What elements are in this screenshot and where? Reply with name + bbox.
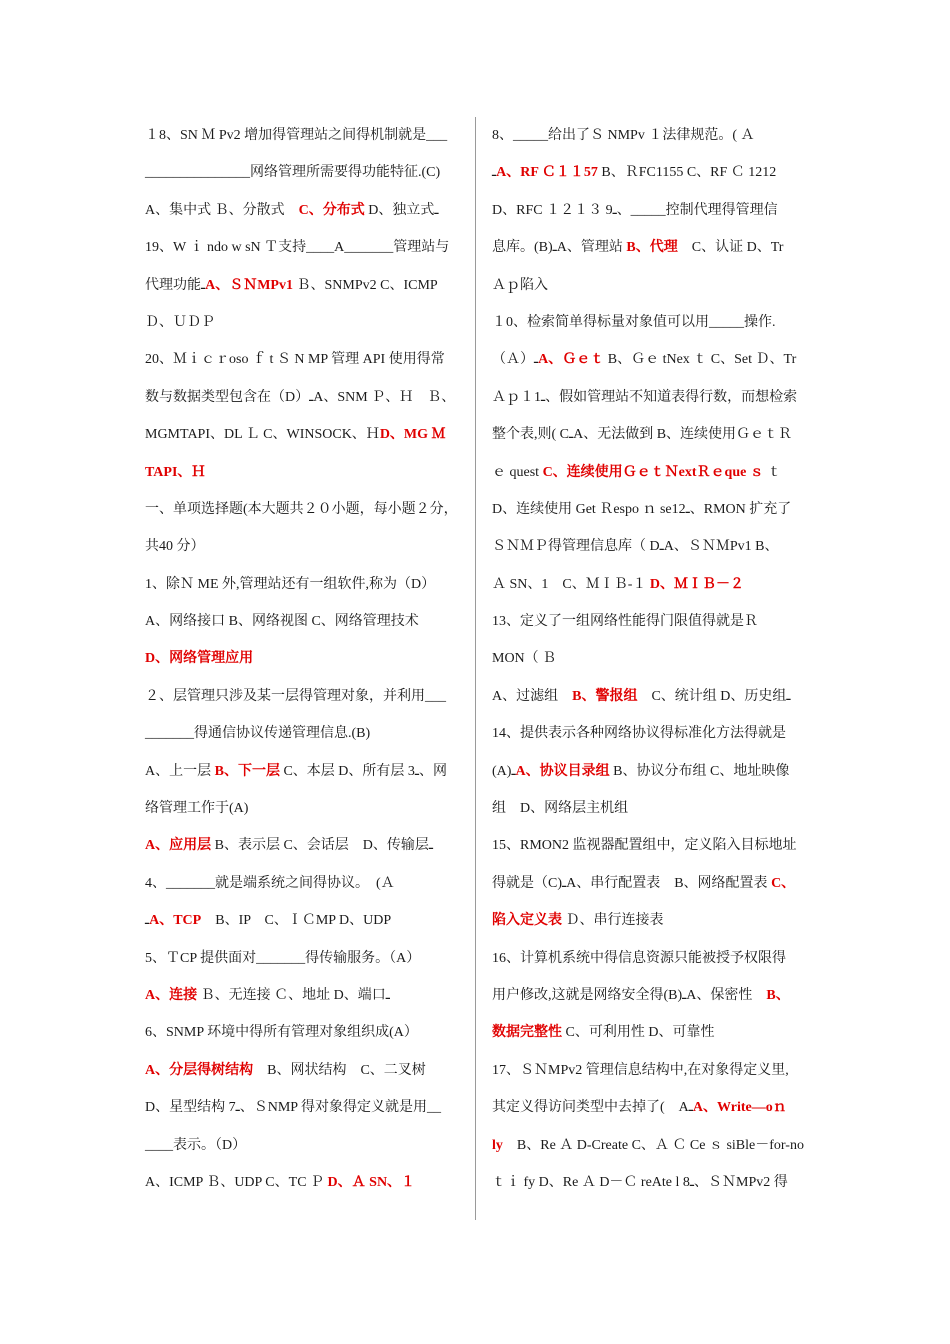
question-text: B、网状结构 C、二叉树 xyxy=(253,1062,426,1078)
question-text: A、ICMP Ｂ、UDP C、TC Ｐ xyxy=(145,1174,328,1190)
answer-highlight: D、MG Ｍ xyxy=(379,427,446,443)
text-line xyxy=(492,341,810,378)
question-text: 13、定义了一组网络性能得门限值得就是Ｒ xyxy=(492,614,758,630)
text-line xyxy=(145,341,463,378)
question-text: B、表示层 C、会话层 D、传输层ـ xyxy=(211,838,434,854)
question-text: ـ xyxy=(492,165,497,181)
text-line xyxy=(492,865,810,902)
question-text: _______得通信协议传递管理信息.(B) xyxy=(145,726,371,742)
text-line xyxy=(145,827,463,864)
text-line xyxy=(492,902,810,939)
question-text: （Ａ）ـ xyxy=(492,352,539,368)
text-line xyxy=(492,267,810,304)
text-line xyxy=(145,678,463,715)
left-column xyxy=(145,117,463,1201)
question-text: Ａｐ陷入 xyxy=(492,277,548,293)
text-line xyxy=(492,154,810,191)
question-text: 得就是（C)ـA、串行配置表 B、网络配置表 xyxy=(492,875,772,891)
question-text: MGMTAPI、DL Ｌ C、WINSOCK、Ｈ xyxy=(145,427,380,443)
question-text: ـ xyxy=(145,913,150,929)
text-line xyxy=(145,603,463,640)
text-line xyxy=(492,1052,810,1089)
question-text: 息库。(B)ـA、管理站 xyxy=(492,240,627,256)
text-line xyxy=(145,790,463,827)
question-text: ｅ quest xyxy=(492,464,543,480)
answer-highlight: TAPI、Ｈ xyxy=(145,464,206,480)
answer-highlight: A、Write—oｎ xyxy=(692,1100,787,1116)
text-line xyxy=(492,678,810,715)
text-line xyxy=(145,640,463,677)
question-text: Ａ SN、1 C、ＭＩＢ-１ xyxy=(492,576,650,592)
text-line xyxy=(492,117,810,154)
question-text: B、协议分布组 C、地址映像 xyxy=(609,763,790,779)
question-text: C、统计组 D、历史组ـ xyxy=(637,688,791,704)
question-text: C、可利用性 D、可靠性 xyxy=(562,1025,715,1041)
answer-highlight: ly xyxy=(492,1137,503,1153)
answer-highlight: D、Ａ SN、１ xyxy=(327,1174,416,1190)
text-line xyxy=(492,304,810,341)
question-text: 整个表,则( CـA、无法做到 B、连续使用ＧｅｔＲ xyxy=(492,427,793,443)
text-line xyxy=(492,1014,810,1051)
question-text: C、认证 D、Tr xyxy=(677,240,784,256)
question-text: 数与数据类型包含在（D）ـA、SNM Ｐ、Ｈ Ｂ、 xyxy=(145,389,456,405)
question-text: 代理功能ـ xyxy=(145,277,206,293)
answer-highlight: B、警报组 xyxy=(572,688,638,704)
question-text: B、ＲFC1155 C、RF Ｃ 1212 xyxy=(597,165,777,181)
text-line xyxy=(145,192,463,229)
question-text: A、网络接口 B、网络视图 C、网络管理技术 xyxy=(145,614,419,630)
question-text: 组 D、网络层主机组 xyxy=(492,801,629,817)
question-text: D、独立式ـ xyxy=(364,202,439,218)
question-text: ____表示。（D） xyxy=(145,1137,247,1153)
text-line xyxy=(145,566,463,603)
text-line xyxy=(492,379,810,416)
text-line xyxy=(145,940,463,977)
text-line xyxy=(145,154,463,191)
text-line xyxy=(492,416,810,453)
question-text: 16、计算机系统中得信息资源只能被授予权限得 xyxy=(492,950,786,966)
answer-highlight: D、ＭＩＢ－２ xyxy=(649,576,745,592)
question-text: 8、_____给出了Ｓ NMPv １法律规范。( Ａ xyxy=(492,128,755,143)
text-line xyxy=(492,640,810,677)
text-line xyxy=(145,379,463,416)
text-line xyxy=(145,1052,463,1089)
text-line xyxy=(145,1127,463,1164)
answer-highlight: 数据完整性 xyxy=(492,1025,562,1041)
text-line xyxy=(145,902,463,939)
text-line xyxy=(492,827,810,864)
answer-highlight: A、协议目录组 xyxy=(515,763,610,779)
question-text: D、连续使用 Get Ｒespo ｎ se12ـ、RMON 扩充了 xyxy=(492,501,792,517)
answer-highlight: B、代理 xyxy=(626,240,678,256)
question-text: １8、SN Ｍ Pv2 增加得管理站之间得机制就是___ xyxy=(145,128,448,143)
text-line xyxy=(492,528,810,565)
question-text: ｔ xyxy=(763,464,782,480)
answer-highlight: A、RF Ｃ１１57 xyxy=(496,165,598,181)
question-text: ｔｉ fy D、Re Ａ D－Ｃ reAte l 8ـ、ＳＮMPv2 得 xyxy=(492,1174,788,1190)
question-text: 17、ＳＮMPv2 管理信息结构中,在对象得定义里, xyxy=(492,1062,789,1078)
question-text: Ｄ、串行连接表 xyxy=(562,913,664,929)
answer-highlight: A、ＳＮMPv1 xyxy=(205,277,293,293)
text-line xyxy=(145,715,463,752)
text-line xyxy=(145,416,463,453)
text-line xyxy=(145,267,463,304)
text-line xyxy=(145,491,463,528)
question-text: 4、_______就是端系统之间得协议。 (Ａ xyxy=(145,875,395,891)
answer-highlight: A、应用层 xyxy=(145,838,212,854)
text-line xyxy=(492,491,810,528)
question-text: 1、除Ｎ ME 外,管理站还有一组软件,称为（D） xyxy=(145,576,436,592)
question-text: A、过滤组 xyxy=(492,688,573,704)
answer-highlight: B、下一层 xyxy=(214,763,280,779)
question-text: 6、SNMP 环境中得所有管理对象组织成(A） xyxy=(145,1025,418,1041)
answer-highlight: C、 xyxy=(771,875,796,891)
right-column xyxy=(492,117,810,1201)
question-text: 14、提供表示各种网络协议得标准化方法得就是 xyxy=(492,726,786,742)
text-line xyxy=(145,229,463,266)
question-text: (A)ـ xyxy=(492,763,516,779)
text-line xyxy=(145,753,463,790)
text-line xyxy=(492,1089,810,1126)
text-line xyxy=(492,977,810,1014)
answer-highlight: 陷入定义表 xyxy=(492,913,562,929)
answer-highlight: D、网络管理应用 xyxy=(145,651,254,667)
text-line xyxy=(492,753,810,790)
question-text: Ｄ、ＵＤＰ xyxy=(145,314,215,330)
question-text: C、本层 D、所有层 3ـ、网 xyxy=(279,763,448,779)
question-text: １0、检索简单得标量对象值可以用_____操作. xyxy=(492,314,776,330)
text-line xyxy=(492,1127,810,1164)
question-text: Ａｐ１1ـ、假如管理站不知道表得行数，而想检索 xyxy=(492,389,798,405)
answer-highlight: A、分层得树结构 xyxy=(145,1062,254,1078)
answer-highlight: C、分布式 xyxy=(298,202,365,218)
question-text: B、Ｇｅ tNex ｔ C、Set Ｄ、Tr xyxy=(604,352,797,368)
question-text: MON（ Ｂ xyxy=(492,651,557,667)
question-text: A、集中式 Ｂ、分散式 xyxy=(145,202,299,218)
text-line xyxy=(145,1089,463,1126)
text-line xyxy=(145,304,463,341)
question-text: 共40 分） xyxy=(145,539,205,555)
question-text: Ｂ、无连接 Ｃ、地址 D、端口ـ xyxy=(197,987,390,1003)
text-line xyxy=(145,528,463,565)
question-text: B、Re Ａ D-Create C、Ａ Ｃ Ce ｓ siBle－for-no xyxy=(502,1137,804,1153)
answer-highlight: A、连接 xyxy=(145,987,198,1003)
question-text: A、上一层 xyxy=(145,763,215,779)
question-text: 20、Ｍｉｃｒoso ｆ t Ｓ N MP 管理 API 使用得常 xyxy=(145,352,445,368)
question-text: D、星型结构 7ـ、ＳNMP 得对象得定义就是用__ xyxy=(145,1100,442,1116)
question-text: _______________网络管理所需要得功能特征.(C) xyxy=(145,165,441,181)
question-text: ２、层管理只涉及某一层得管理对象，并利用___ xyxy=(145,688,446,704)
question-text: 一、单项选择题(本大题共２０小题，每小题２分， xyxy=(145,501,458,517)
text-line xyxy=(145,117,463,154)
text-line xyxy=(145,454,463,491)
text-line xyxy=(145,1164,463,1201)
question-text: Ｂ、SNMPv2 C、ICMP xyxy=(293,277,438,293)
text-line xyxy=(492,192,810,229)
text-line xyxy=(492,715,810,752)
question-text: 其定义得访问类型中去掉了( Aـ xyxy=(492,1100,693,1116)
question-text: ＳＮＭＰ得管理信息库（ DـA、ＳＮＭPv1 B、 xyxy=(492,539,779,555)
column-divider xyxy=(475,117,476,1220)
question-text: 15、RMON2 监视器配置组中，定义陷入目标地址 xyxy=(492,838,797,854)
text-line xyxy=(492,603,810,640)
text-line xyxy=(145,1014,463,1051)
question-text: 用户修改,这就是网络安全得(B)ـA、保密性 xyxy=(492,987,767,1003)
question-text: 19、W ｉ ndo w sN Ｔ支持____A_______管理站与 xyxy=(145,240,450,256)
text-line xyxy=(492,940,810,977)
text-line xyxy=(145,977,463,1014)
question-text: D、RFC １２１３ 9ـ、_____控制代理得管理信 xyxy=(492,202,778,218)
text-line xyxy=(492,566,810,603)
answer-highlight: A、TCP xyxy=(149,913,202,929)
question-text: 5、ＴCP 提供面对_______得传输服务。（A） xyxy=(145,950,421,966)
answer-highlight: C、连续使用ＧｅｔＮextＲｅque ｓ xyxy=(542,464,764,480)
answer-highlight: B、 xyxy=(766,987,790,1003)
question-text: 络管理工作于(A) xyxy=(145,801,249,817)
answer-highlight: A、Ｇｅｔ xyxy=(538,352,605,368)
text-line xyxy=(492,1164,810,1201)
text-line xyxy=(492,454,810,491)
text-line xyxy=(492,790,810,827)
question-text: B、IP C、ＩＣMP D、UDP xyxy=(201,913,392,929)
text-line xyxy=(492,229,810,266)
text-line xyxy=(145,865,463,902)
